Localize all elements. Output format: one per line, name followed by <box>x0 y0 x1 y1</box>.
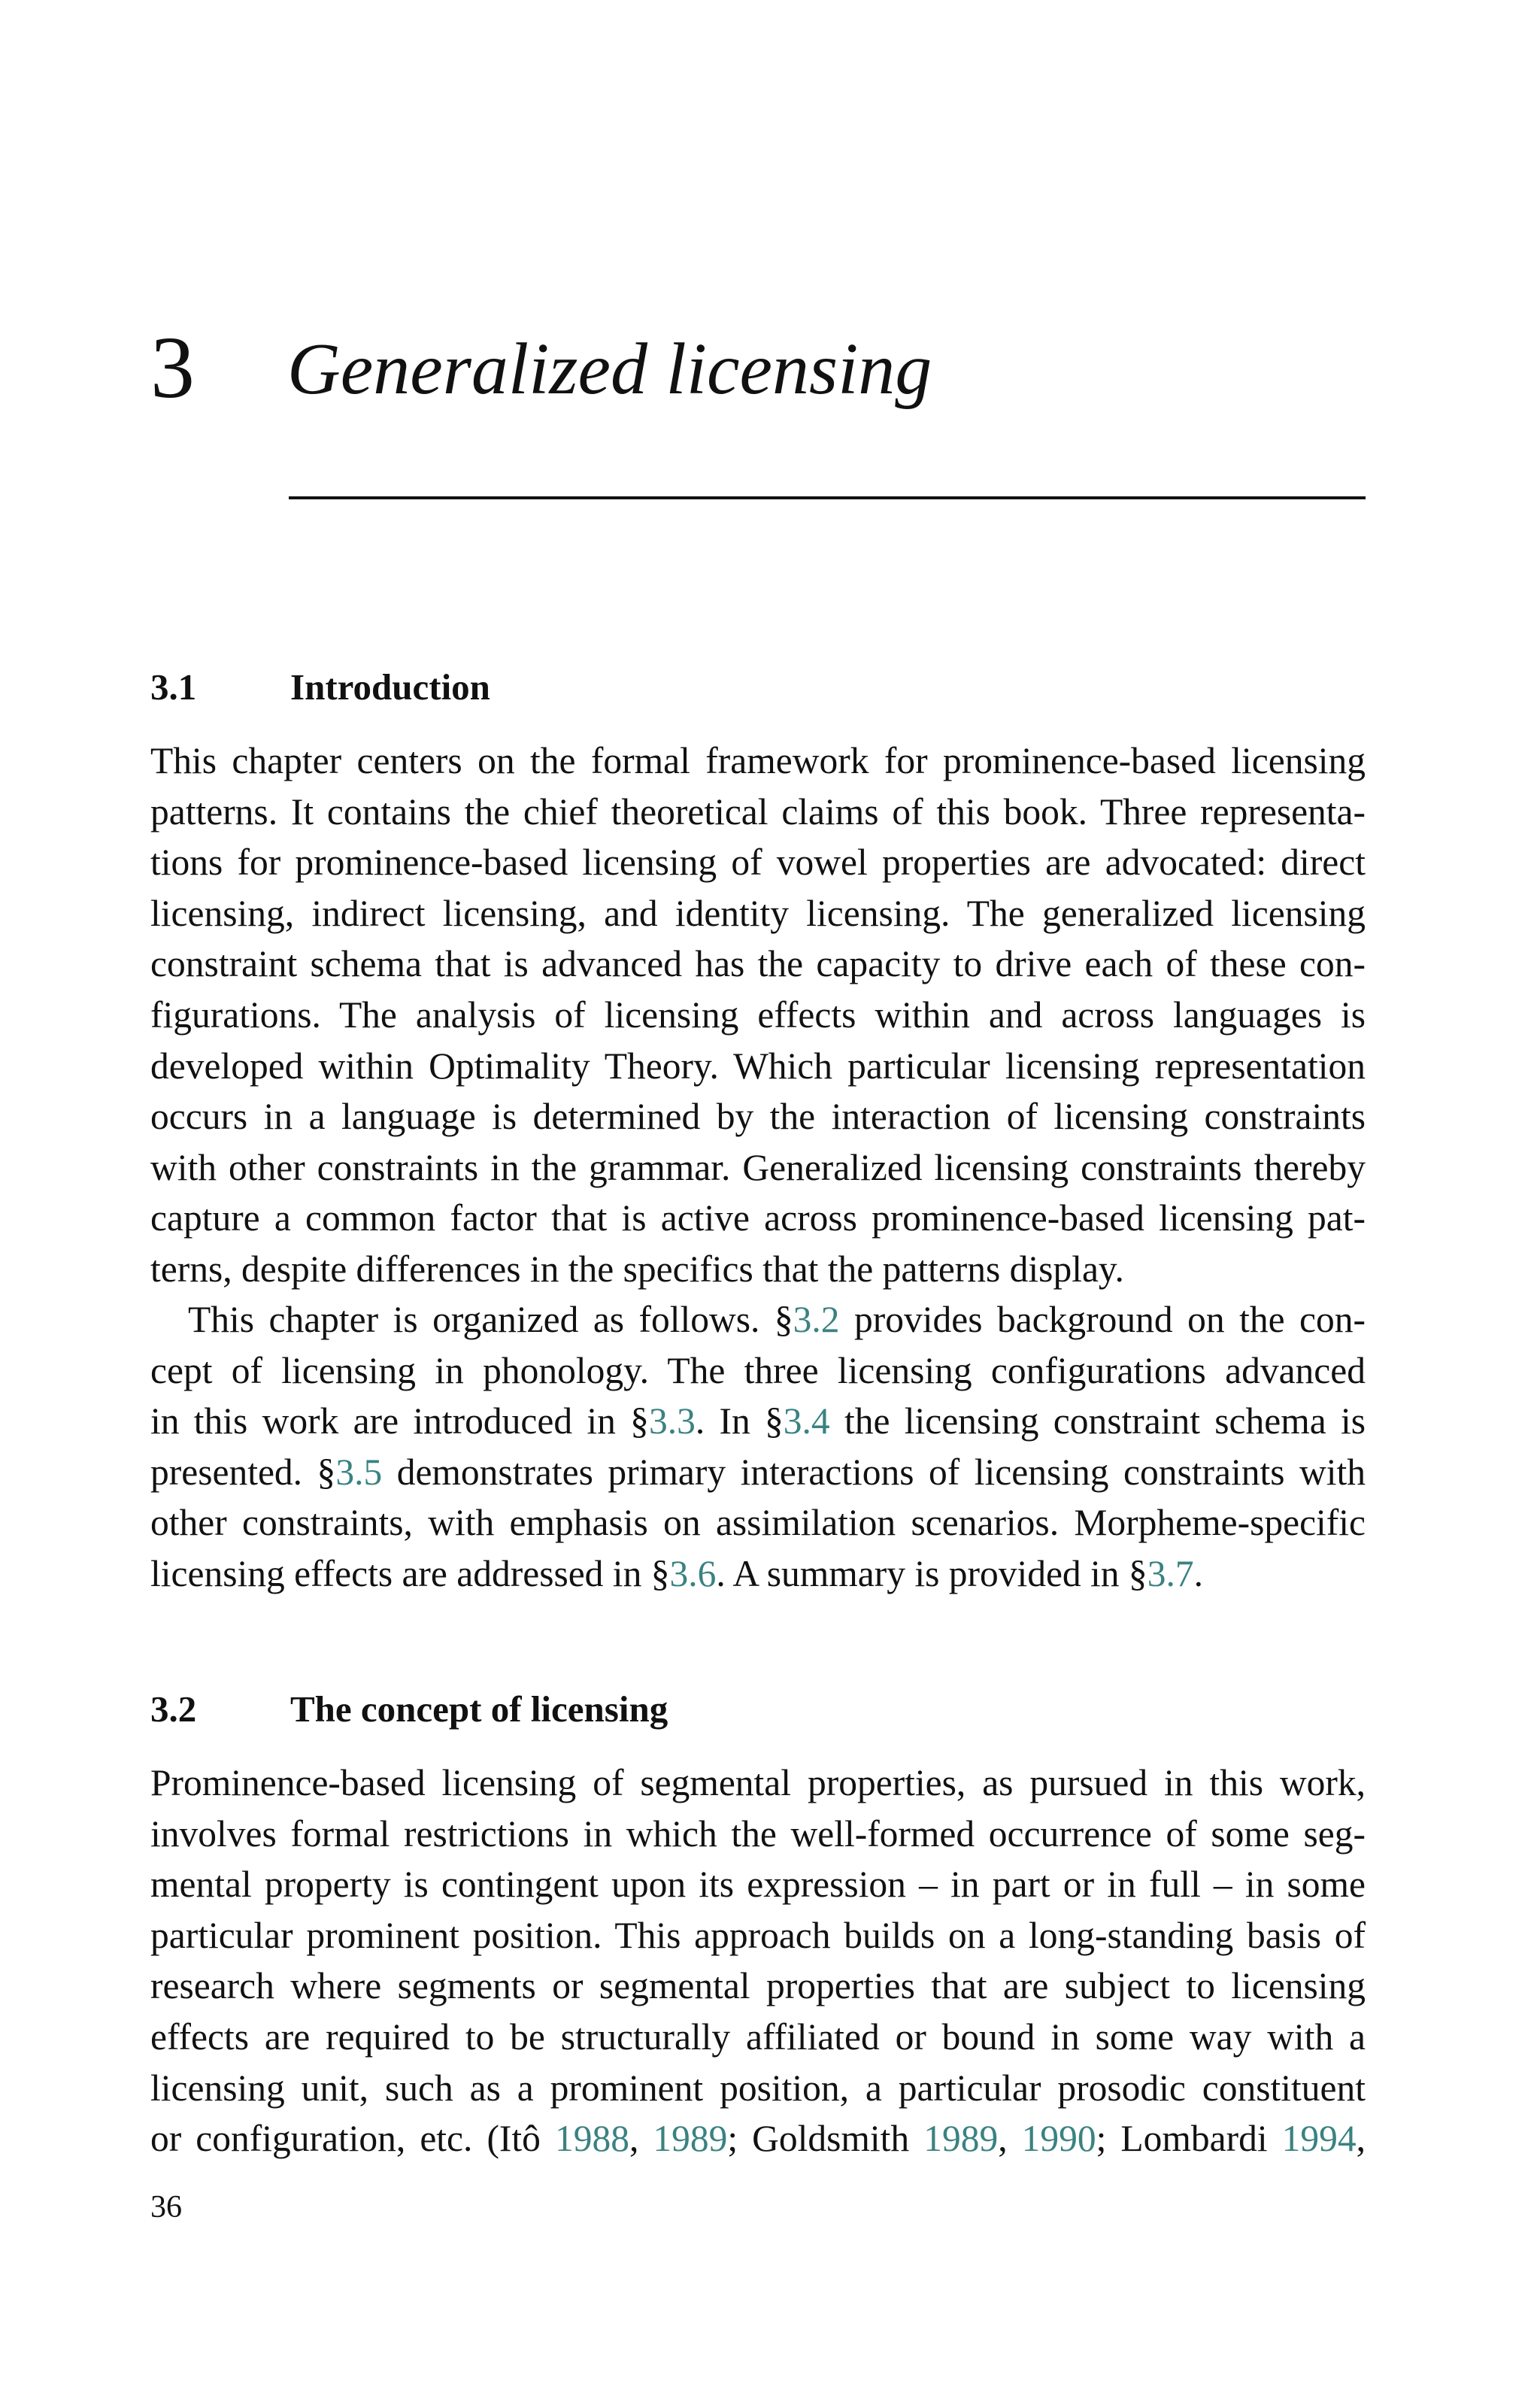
text-line: research where segments or segmental properties that are subject to licensing <box>150 1965 1366 2007</box>
organization-paragraph <box>150 1294 1366 1600</box>
section-link[interactable]: 3.5 <box>335 1451 383 1493</box>
section-number: 3.2 <box>150 1688 197 1730</box>
text-line: with other constraints in the grammar. Generalized licensing constraints thereby <box>150 1146 1366 1188</box>
page-number: 36 <box>150 2190 182 2225</box>
section-heading-concept <box>150 1688 668 1730</box>
intro-paragraph <box>150 735 1366 1295</box>
citation-link[interactable]: 1990 <box>1021 2118 1096 2160</box>
text-line: other constraints, with emphasis on assimilation scenarios. Morpheme-specific <box>150 1502 1366 1544</box>
section-link[interactable]: 3.3 <box>648 1400 696 1442</box>
text-line: developed within Optimality Theory. Which particular licensing representation <box>150 1045 1366 1087</box>
section-number: 3.1 <box>150 666 197 708</box>
text-line: This chapter centers on the formal framework for prominence-based licensing <box>150 740 1366 781</box>
section-link[interactable]: 3.2 <box>793 1299 840 1340</box>
text-line: presented. §3.5 demonstrates primary interactions of licensing constraints with <box>150 1451 1366 1493</box>
citation-link[interactable]: 1989 <box>653 2118 728 2160</box>
section-heading-introduction <box>150 666 490 708</box>
text-line: tions for prominence-based licensing of vowel properties are advocated: direct <box>150 842 1366 884</box>
text-line: cept of licensing in phonology. The three licensing configurations advanced <box>150 1349 1366 1391</box>
text-line: constraint schema that is advanced has the capacity to drive each of these con- <box>150 943 1366 985</box>
text-line: This chapter is organized as follows. §3.2 provides background on the con- <box>188 1299 1366 1340</box>
citation-link[interactable]: 1994 <box>1281 2118 1357 2160</box>
text-line: or configuration, etc. (Itô 1988, 1989; Goldsmith 1989, 1990; Lombardi 1994, <box>150 2118 1366 2160</box>
section-link[interactable]: 3.7 <box>1147 1552 1194 1594</box>
section-link[interactable]: 3.6 <box>669 1552 717 1594</box>
text-line: occurs in a language is determined by the interaction of licensing constraints <box>150 1096 1366 1138</box>
chapter-rule <box>289 496 1366 499</box>
section-title: Introduction <box>290 666 490 708</box>
concept-paragraph <box>150 1758 1366 2164</box>
section-title: The concept of licensing <box>290 1688 668 1730</box>
text-line: terns, despite differences in the specifics that the patterns display. <box>150 1248 1124 1290</box>
text-line: in this work are introduced in §3.3. In §3.4 the licensing constraint schema is <box>150 1400 1366 1442</box>
text-line: involves formal restrictions in which the well-formed occurrence of some seg- <box>150 1812 1366 1855</box>
text-line: licensing unit, such as a prominent position, a particular prosodic constituent <box>150 2067 1366 2109</box>
text-line: licensing, indirect licensing, and identity licensing. The generalized licensing <box>150 892 1366 934</box>
text-line: capture a common factor that is active across prominence-based licensing pat- <box>150 1197 1366 1239</box>
text-line: figurations. The analysis of licensing effects within and across languages is <box>150 993 1366 1036</box>
text-line: patterns. It contains the chief theoretical claims of this book. Three representa- <box>150 790 1366 833</box>
section-link[interactable]: 3.4 <box>783 1400 830 1442</box>
citation-link[interactable]: 1989 <box>923 2118 999 2160</box>
text-line: particular prominent position. This approach builds on a long-standing basis of <box>150 1914 1366 1956</box>
text-line: mental property is contingent upon its expression – in part or in full – in some <box>150 1864 1366 1906</box>
text-line: licensing effects are addressed in §3.6. A summary is provided in §3.7. <box>150 1552 1203 1594</box>
citation-link[interactable]: 1988 <box>554 2118 629 2160</box>
chapter-number: 3 <box>150 318 195 417</box>
chapter-title: Generalized licensing <box>287 329 932 410</box>
text-line: effects are required to be structurally affiliated or bound in some way with a <box>150 2015 1366 2058</box>
text-line: Prominence-based licensing of segmental properties, as pursued in this work, <box>150 1762 1366 1803</box>
